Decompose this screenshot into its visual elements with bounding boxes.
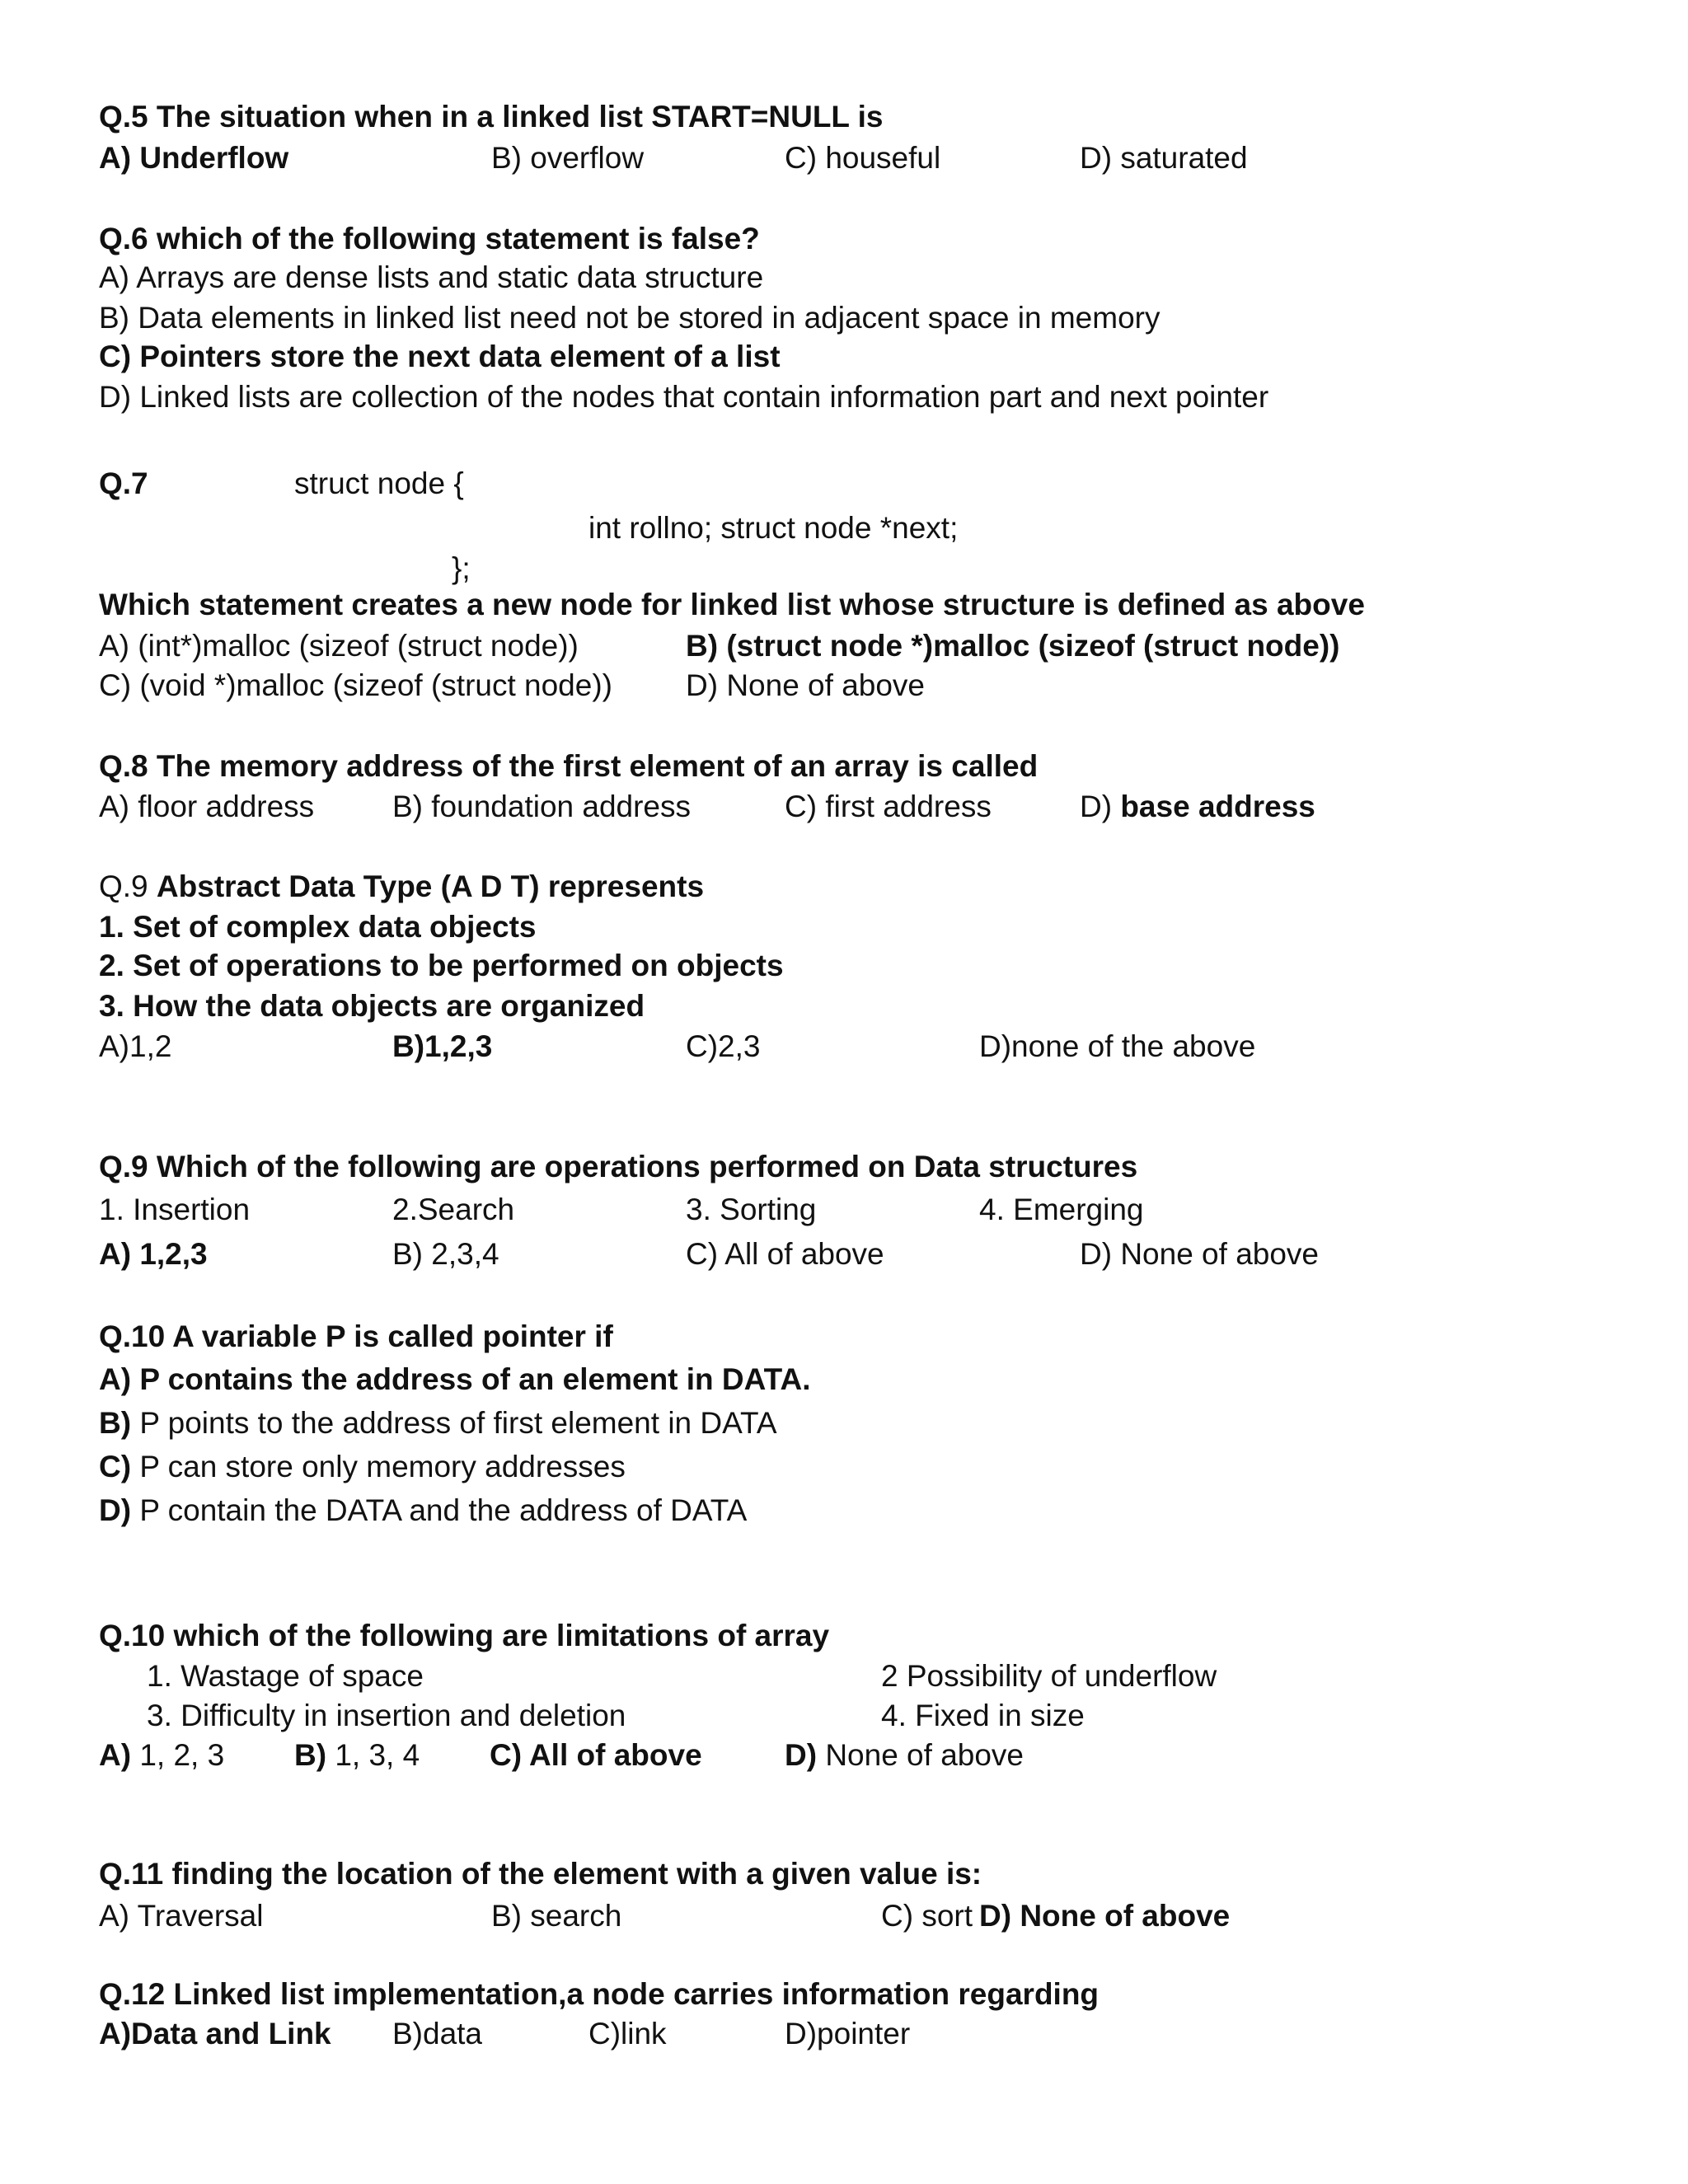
- q8-option-c: C) first address: [785, 790, 992, 823]
- q9a-option-c: C)2,3: [686, 1029, 761, 1063]
- q9a-option-d: D)none of the above: [979, 1029, 1256, 1063]
- q10a-option-d-text: P contain the DATA and the address of DATA: [131, 1493, 748, 1527]
- q10a-option-b-label: B): [99, 1406, 132, 1440]
- q7-option-b: B) (struct node *)malloc (sizeof (struct node)): [686, 629, 1340, 663]
- q7-option-a: A) (int*)malloc (sizeof (struct node)): [99, 629, 579, 663]
- q7-code-line-2: int rollno; struct node *next;: [588, 511, 959, 545]
- q6-option-a: A) Arrays are dense lists and static data structure: [99, 260, 764, 294]
- q6-option-d: D) Linked lists are collection of the nodes that contain information part and next pointer: [99, 380, 1269, 414]
- q7-code-line-1: struct node {: [294, 466, 464, 500]
- q9a-prefix: Q.9: [99, 869, 157, 903]
- q7-option-c: C) (void *)malloc (sizeof (struct node)): [99, 668, 612, 702]
- q9b-item-3: 3. Sorting: [686, 1193, 817, 1226]
- q9a-option-a: A)1,2: [99, 1029, 172, 1063]
- q5-question: Q.5 The situation when in a linked list START=NULL is: [99, 100, 884, 134]
- q10a-option-c: [99, 1449, 626, 1485]
- q10b-question: Q.10 which of the following are limitations of array: [99, 1619, 830, 1652]
- q7-question: Which statement creates a new node for linked list whose structure is defined as above: [99, 588, 1365, 621]
- q9a-question: [99, 869, 704, 905]
- q11-option-a: A) Traversal: [99, 1899, 264, 1933]
- q9b-item-4: 4. Emerging: [979, 1193, 1144, 1226]
- q9a-item-1: 1. Set of complex data objects: [99, 910, 537, 944]
- q9b-option-d: D) None of above: [1080, 1237, 1320, 1271]
- q5-option-b: B) overflow: [491, 141, 645, 175]
- q10a-option-d-label: D): [99, 1493, 132, 1527]
- q10a-option-d: [99, 1493, 747, 1529]
- q5-option-d: D) saturated: [1080, 141, 1248, 175]
- q8-question: Q.8 The memory address of the first element of an array is called: [99, 749, 1039, 783]
- q10b-option-b: [294, 1737, 420, 1774]
- q9a-item-3: 3. How the data objects are organized: [99, 989, 645, 1023]
- q11-option-c: C) sort: [881, 1899, 973, 1933]
- q10b-option-d-text: None of above: [817, 1738, 1025, 1772]
- q8-option-d: [1080, 789, 1315, 825]
- q10b-option-a-label: A): [99, 1738, 132, 1772]
- q7-number: Q.7: [99, 466, 148, 500]
- q5-option-c: C) houseful: [785, 141, 941, 175]
- q10b-option-b-text: 1, 3, 4: [326, 1738, 420, 1772]
- q10a-option-c-text: P can store only memory addresses: [131, 1450, 626, 1483]
- q10b-option-c: C) All of above: [490, 1738, 702, 1772]
- q9a-question-text: Abstract Data Type (A D T) represents: [156, 869, 705, 903]
- q11-option-b: B) search: [491, 1899, 622, 1933]
- q7-option-d: D) None of above: [686, 668, 926, 702]
- q9b-item-2: 2.Search: [392, 1193, 515, 1226]
- q10a-option-a: A) P contains the address of an element in DATA.: [99, 1362, 811, 1396]
- q11-option-d: D) None of above: [979, 1899, 1231, 1933]
- q9b-question: Q.9 Which of the following are operations performed on Data structures: [99, 1150, 1138, 1183]
- q10b-option-b-label: B): [294, 1738, 327, 1772]
- q12-option-c: C)link: [588, 2017, 667, 2050]
- q9a-option-b: B)1,2,3: [392, 1029, 493, 1063]
- q10a-question: Q.10 A variable P is called pointer if: [99, 1319, 613, 1353]
- q12-option-d: D)pointer: [785, 2017, 911, 2050]
- q9a-item-2: 2. Set of operations to be performed on objects: [99, 949, 784, 982]
- q6-option-c: C) Pointers store the next data element of a list: [99, 340, 781, 373]
- q10b-option-d-label: D): [785, 1738, 818, 1772]
- q10b-item-1: 1. Wastage of space: [147, 1659, 424, 1693]
- q10b-option-a: [99, 1737, 224, 1774]
- q8-option-d-prefix: D): [1080, 790, 1121, 823]
- q10b-item-3: 3. Difficulty in insertion and deletion: [147, 1699, 626, 1732]
- q5-option-a: A) Underflow: [99, 141, 289, 175]
- q12-option-a: A)Data and Link: [99, 2017, 331, 2050]
- q9b-option-b: B) 2,3,4: [392, 1237, 499, 1271]
- q10b-option-d: [785, 1737, 1024, 1774]
- q8-option-b: B) foundation address: [392, 790, 692, 823]
- q10b-item-4: 4. Fixed in size: [881, 1699, 1085, 1732]
- q6-option-b: B) Data elements in linked list need not be stored in adjacent space in memory: [99, 301, 1160, 335]
- q10a-option-b: [99, 1405, 777, 1441]
- q11-question: Q.11 finding the location of the element with a given value is:: [99, 1857, 982, 1891]
- q12-option-b: B)data: [392, 2017, 483, 2050]
- q8-option-d-answer: base address: [1120, 790, 1315, 823]
- q10b-item-2: 2 Possibility of underflow: [881, 1659, 1217, 1693]
- q8-option-a: A) floor address: [99, 790, 315, 823]
- q10a-option-b-text: P points to the address of first element in DATA: [131, 1406, 777, 1440]
- q9b-item-1: 1. Insertion: [99, 1193, 251, 1226]
- q6-question: Q.6 which of the following statement is false?: [99, 222, 760, 255]
- q7-code-line-3: };: [452, 551, 471, 585]
- q10a-option-c-label: C): [99, 1450, 132, 1483]
- q12-question: Q.12 Linked list implementation,a node carries information regarding: [99, 1977, 1100, 2011]
- q9b-option-a: A) 1,2,3: [99, 1237, 208, 1271]
- q9b-option-c: C) All of above: [686, 1237, 884, 1271]
- q10b-option-a-text: 1, 2, 3: [131, 1738, 225, 1772]
